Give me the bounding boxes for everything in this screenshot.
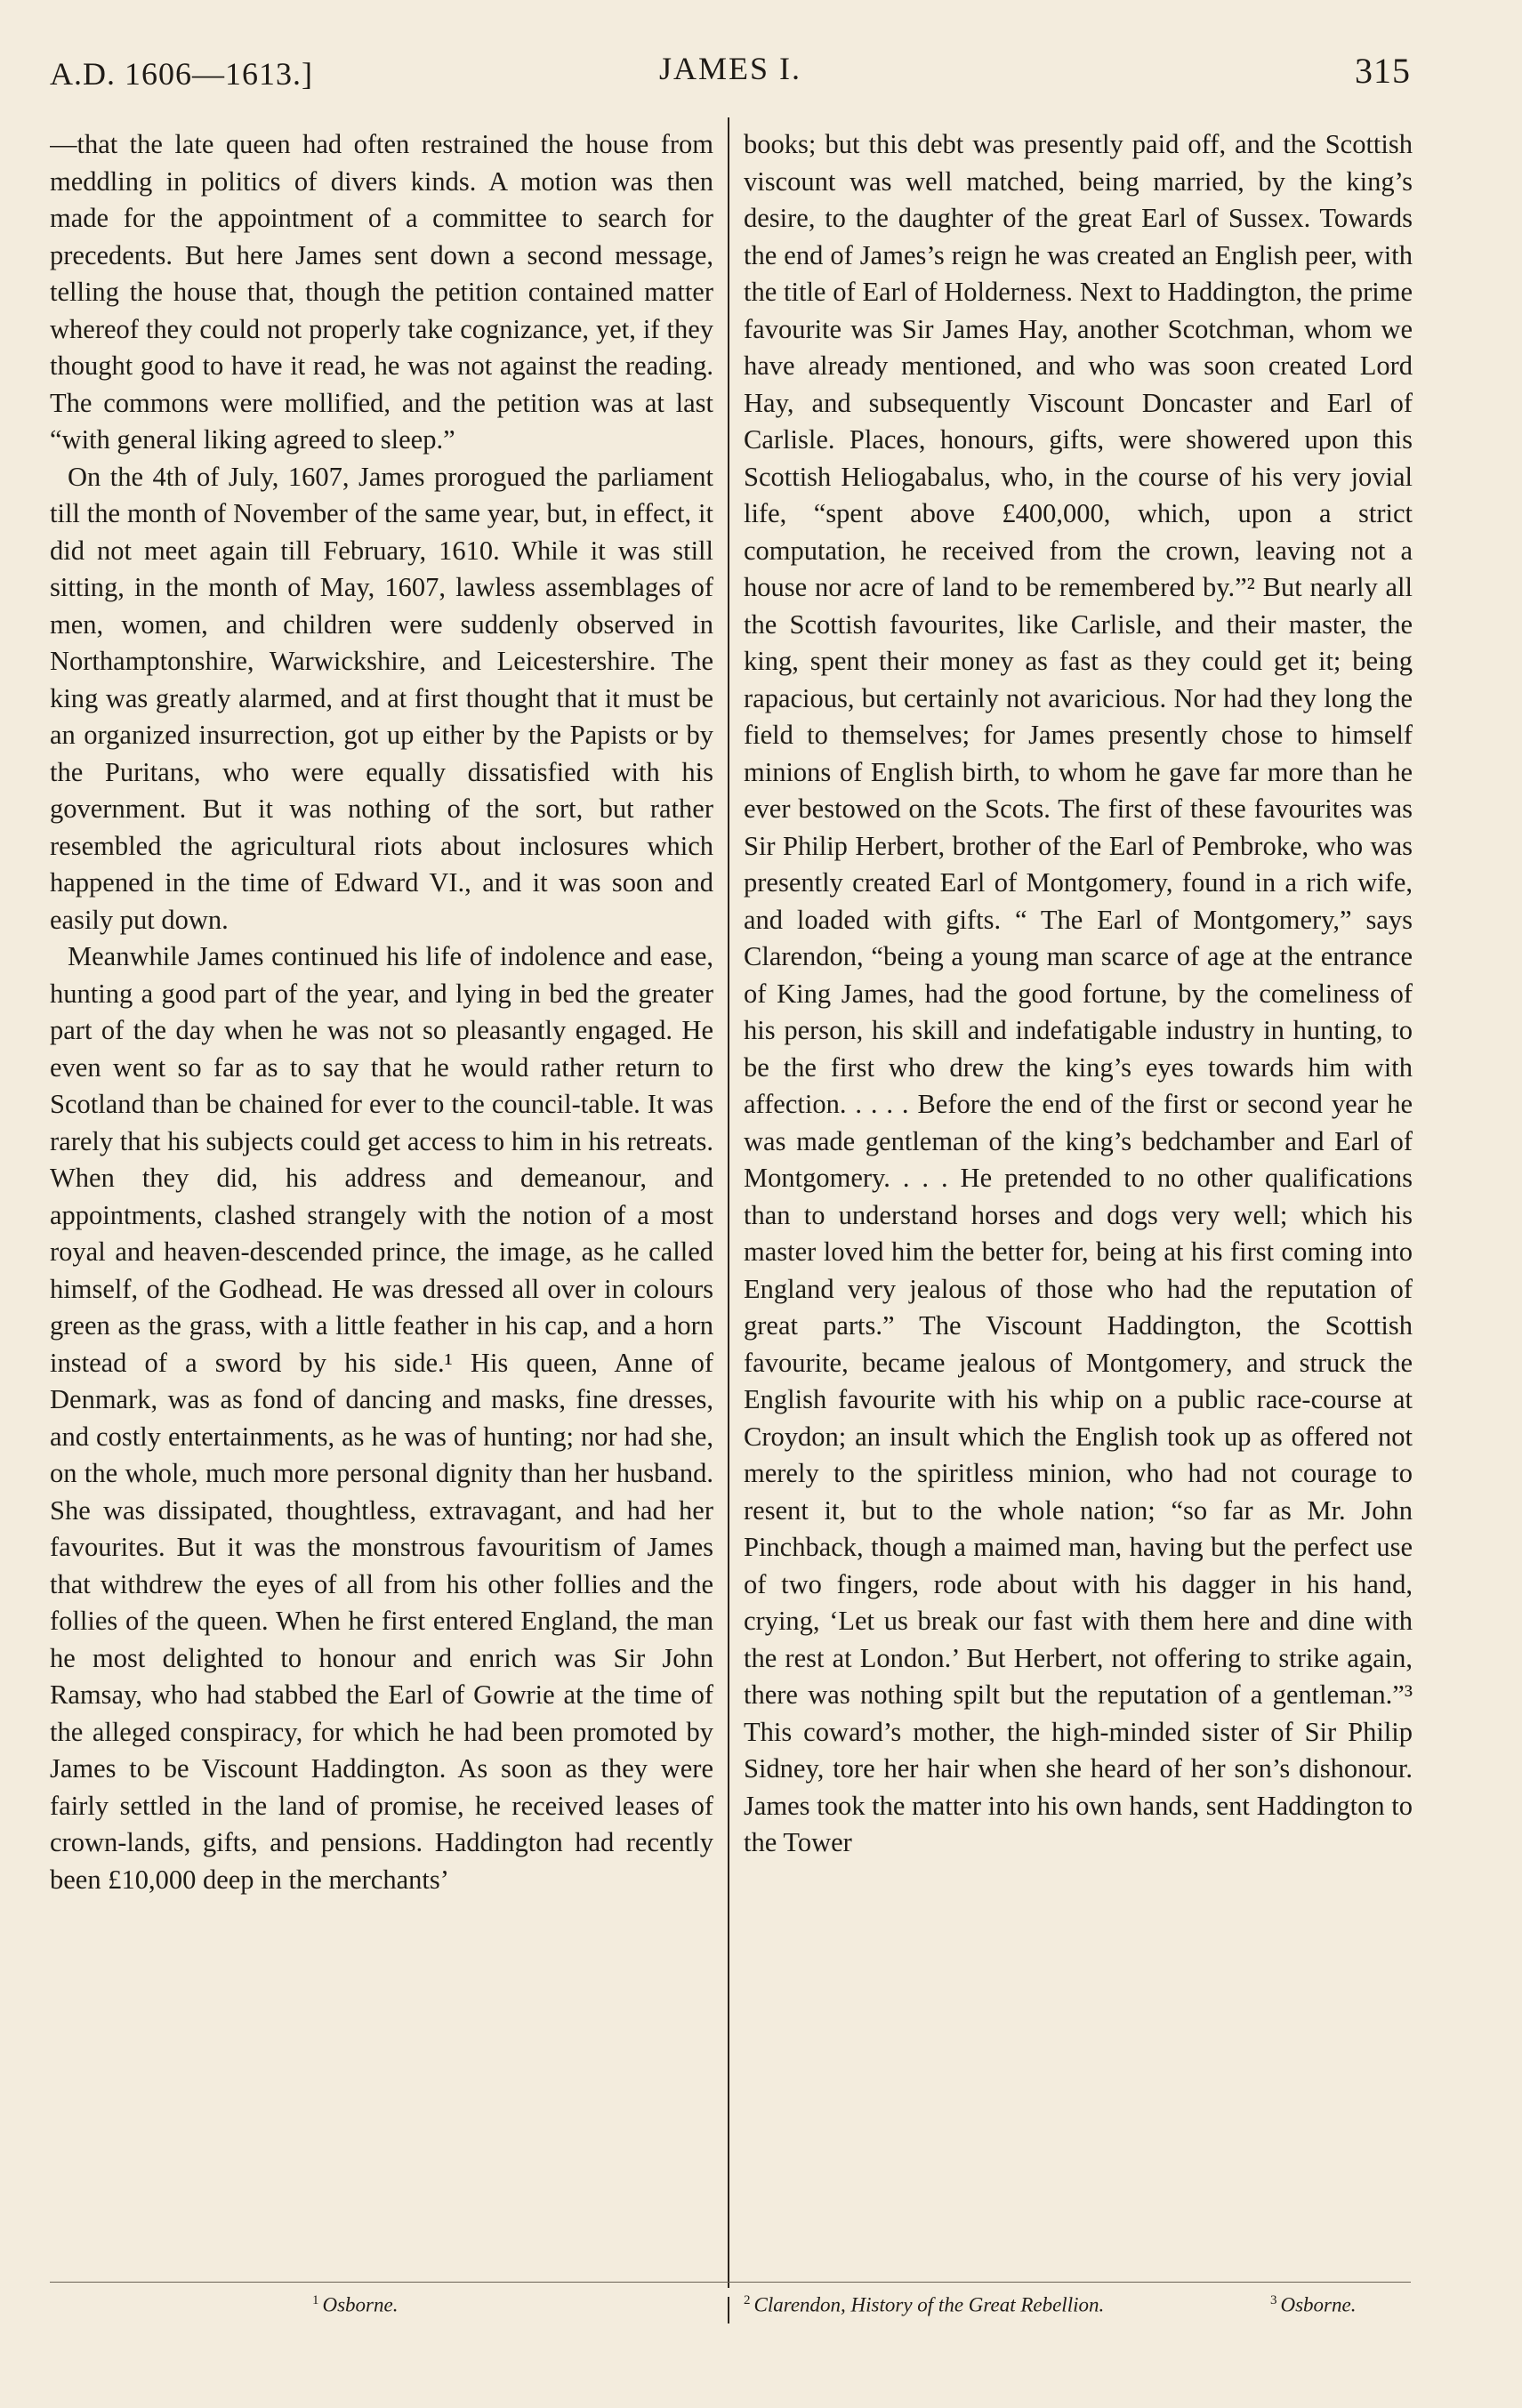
- page-number: 315: [1355, 51, 1411, 91]
- footnote-divider: [728, 2297, 729, 2323]
- paragraph: Meanwhile James continued his life of indolence and ease, hunting a good part of the year, and lying in bed the greater part of the day when he was not so pleasantly engaged. He even went so far as to say that he would rather return to Scotland than be chained for ever to the council-table. It was rarely that his subjects could get access to him in his retreats. When they did, his address and demeanour, and appointments, clashed strangely with the notion of a most royal and heaven-descended prince, the image, as he called himself, of the Godhead. He was dressed all over in colours green as the grass, with a little feather in his cap, and a horn instead of a sword by his side.¹ His queen, Anne of Denmark, was as fond of dancing and masks, fine dresses, and costly entertainments, as he was of hunting; nor had she, on the whole, much more personal dignity than her husband. She was dissipated, thoughtless, extravagant, and had her favourites. But it was the monstrous favouritism of James that withdrew the eyes of all from his other follies and the follies of the queen. When he first entered England, the man he most delighted to honour and enrich was Sir John Ramsay, who had stabbed the Earl of Gowrie at the time of the alleged conspiracy, for which he had been promoted by James to be Viscount Haddington. As soon as they were fairly settled in the land of promise, he received leases of crown-lands, gifts, and pensions. Haddington had recently been £10,000 deep in the merchants’: [50, 941, 713, 1895]
- footnote-text: Osborne.: [1280, 2293, 1357, 2316]
- header-date-range: A.D. 1606—1613.]: [50, 56, 313, 92]
- footnote-text: Osborne.: [322, 2293, 399, 2316]
- right-column: [744, 126, 1413, 2261]
- footnote: [744, 2293, 1104, 2317]
- footnotes: [50, 2293, 1411, 2329]
- footnote: [1270, 2293, 1356, 2317]
- header-title: JAMES I.: [658, 51, 802, 86]
- footnote-rule: [50, 2282, 1411, 2283]
- footnote-mark: 3: [1270, 2293, 1277, 2307]
- paragraph: books; but this debt was presently paid off, and the Scottish viscount was well matched, being married, by the king’s desire, to the daughter of the great Earl of Sussex. Towards the end of James’s reign he was created an English peer, with the title of Earl of Holderness. Next to Haddington, the prime favourite was Sir James Hay, another Scotchman, whom we have already mentioned, and who was soon created Lord Hay, and subsequently Viscount Doncaster and Earl of Carlisle. Places, honours, gifts, were showered upon this Scottish Heliogabalus, who, in the course of his very jovial life, “spent above £400,000, which, upon a strict computation, he received from the crown, leaving not a house nor acre of land to be remembered by.”² But nearly all the Scottish favourites, like Carlisle, and their master, the king, spent their money as fast as they could get it; being rapacious, but certainly not avaricious. Nor had they long the field to themselves; for James presently chose to himself minions of English birth, to whom he gave far more than he ever bestowed on the Scots. The first of these favourites was Sir Philip Herbert, brother of the Earl of Pembroke, who was presently created Earl of Montgomery, found in a rich wife, and loaded with gifts. “ The Earl of Montgomery,” says Clarendon, “being a young man scarce of age at the entrance of King James, had the good fortune, by the comeliness of his person, his skill and indefatigable industry in hunting, to be the first who drew the king’s eyes towards him with affection. . . . . Before the end of the first or second year he was made gentleman of the king’s bedchamber and Earl of Montgomery. . . . He pretended to no other qualifications than to understand horses and dogs very well; which his master loved him the better for, being at his first coming into England very jealous of those who had the reputation of great parts.” The Viscount Haddington, the Scottish favourite, became jealous of Montgomery, and struck the English favourite with his whip on a public race-course at Croydon; an insult which the English took up as offered not merely to the spiritless minion, who had not courage to resent it, but to the whole nation; “so far as Mr. John Pinchback, though a maimed man, having but the perfect use of two fingers, rode about with his dagger in his hand, crying, ‘Let us break our fast with them here and dine with the rest at London.’ But Herbert, not offering to strike again, there was nothing spilt but the reputation of a gentleman.”³ This coward’s mother, the high-minded sister of Sir Philip Sidney, tore her hair when she heard of her son’s dishonour. James took the matter into his own hands, sent Haddington to the Tower: [744, 129, 1413, 1857]
- footnote: [312, 2293, 398, 2317]
- footnote-mark: 2: [744, 2293, 751, 2307]
- paragraph: —that the late queen had often restrained the house from meddling in politics of divers kinds. A motion was then made for the appointment of a committee to search for precedents. But here James sent down a second message, telling the house that, though the petition contained matter whereof they could not properly take cognizance, yet, if they thought good to have it read, he was not against the reading. The commons were mollified, and the petition was at last “with general liking agreed to sleep.”: [50, 129, 713, 455]
- footnote-text: Clarendon, History of the Great Rebellion.: [753, 2293, 1105, 2316]
- left-column: [50, 126, 713, 2261]
- paragraph: On the 4th of July, 1607, James prorogued the parliament till the month of November of the same year, but, in effect, it did not meet again till February, 1610. While it was still sitting, in the month of May, 1607, lawless assemblages of men, women, and children were suddenly observed in Northamptonshire, Warwickshire, and Leicestershire. The king was greatly alarmed, and at first thought that it must be an organized insurrection, got up either by the Papists or by the Puritans, who were equally dissatisfied with his government. But it was nothing of the sort, but rather resembled the agricultural riots about inclosures which happened in the time of Edward VI., and it was soon and easily put down.: [50, 461, 713, 935]
- running-header: [50, 50, 1411, 103]
- footnote-mark: 1: [312, 2293, 319, 2307]
- column-divider: [728, 117, 729, 2288]
